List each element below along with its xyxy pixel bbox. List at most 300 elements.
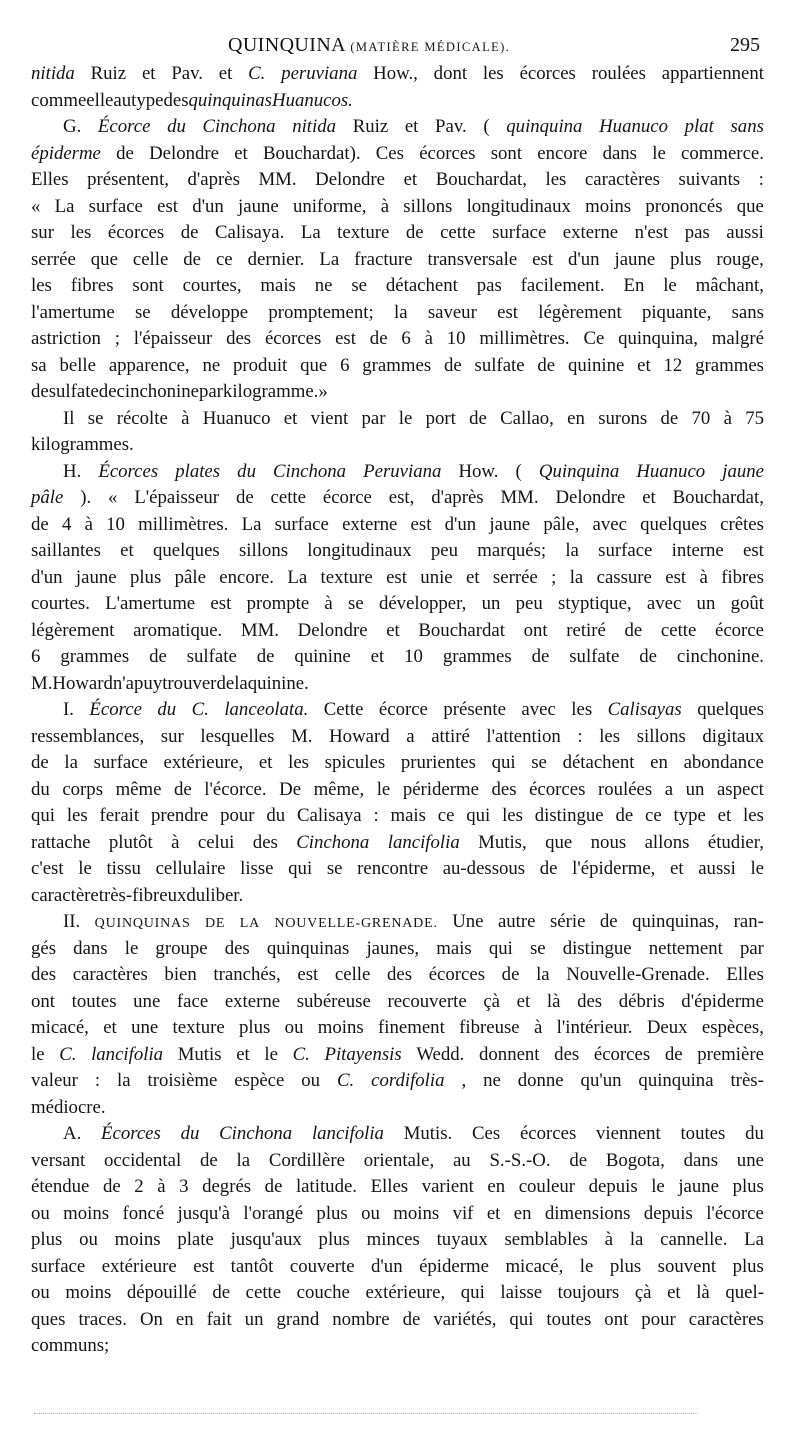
word: dépouillé — [126, 1282, 197, 1303]
word: sulfate — [569, 646, 620, 667]
word: pu — [134, 672, 153, 694]
word: à — [324, 593, 333, 614]
text-line — [31, 485, 764, 512]
word: et — [141, 63, 156, 84]
word: de — [599, 911, 618, 932]
word: L'amertume — [105, 593, 196, 614]
word: communs — [31, 1335, 105, 1356]
word: plus — [316, 1202, 348, 1224]
word: la — [565, 540, 579, 561]
word: produit — [233, 354, 288, 376]
word: et — [283, 407, 298, 429]
word: La — [54, 195, 75, 217]
word: et — [218, 63, 233, 84]
word: Mutis — [177, 1043, 222, 1065]
word: apparence, — [108, 354, 190, 376]
word: plus — [732, 1176, 764, 1197]
word: peruviana — [281, 63, 358, 84]
word: mais — [260, 275, 296, 296]
word: est — [193, 1255, 215, 1277]
word: et — [120, 540, 134, 561]
text-line — [31, 432, 764, 459]
text-line — [31, 300, 764, 327]
word: à — [181, 407, 190, 429]
text-line — [31, 1095, 764, 1122]
word: écorces — [593, 1043, 651, 1065]
text-line — [31, 1148, 764, 1175]
word: est, — [388, 487, 415, 508]
word: longitudinaux — [307, 540, 412, 561]
word: extérieure — [101, 1255, 177, 1277]
word: sillons — [403, 195, 453, 217]
word: surons — [598, 407, 648, 429]
word: et — [258, 752, 273, 773]
word: plus — [318, 1229, 350, 1250]
word: Bogota, — [605, 1149, 665, 1171]
word: Écorces — [98, 460, 159, 482]
word: La — [287, 566, 308, 588]
word: Peruviana — [363, 460, 442, 482]
word: débris — [618, 990, 665, 1012]
word: viennent — [596, 1123, 661, 1144]
word: d'épiderme — [681, 990, 764, 1012]
word: le — [31, 1043, 45, 1065]
word: des — [226, 328, 252, 349]
word: traces. — [78, 1308, 127, 1330]
word: minces — [366, 1229, 420, 1250]
word: pas — [684, 222, 710, 243]
word: Bouchardat, — [435, 169, 527, 190]
word: roulées — [597, 778, 653, 800]
word: surface — [598, 540, 653, 561]
word: étudier, — [707, 831, 764, 853]
running-title — [228, 34, 510, 57]
word: fait — [206, 1308, 232, 1330]
word: ran- — [733, 911, 764, 932]
word: NOUVELLE-GRENADE. — [274, 916, 438, 931]
word: la — [117, 1070, 131, 1091]
word: donnent — [479, 1043, 540, 1065]
word: astriction — [31, 328, 101, 349]
word: de — [183, 248, 201, 270]
word: : — [577, 725, 583, 747]
word: toutes — [71, 990, 117, 1012]
word: le — [652, 142, 666, 164]
word: de — [664, 1043, 683, 1065]
word: Une — [452, 911, 484, 932]
word: du — [186, 884, 206, 906]
word: Ces — [375, 142, 404, 164]
word: styptique, — [558, 593, 632, 614]
word: Pav. — [435, 116, 467, 137]
word: 6 — [31, 646, 41, 667]
text-line — [31, 247, 764, 274]
word: Bouchardat, — [672, 487, 764, 508]
word: nitida — [292, 116, 337, 137]
word: comme — [31, 89, 87, 111]
word: distingue — [534, 805, 604, 826]
word: tissu — [106, 858, 141, 879]
word: écorces — [419, 142, 476, 164]
word: est — [665, 566, 687, 588]
word: autre — [497, 911, 536, 932]
word: Cordillère — [268, 1149, 345, 1171]
word: cinchonine — [116, 381, 199, 402]
word: une — [131, 1017, 159, 1038]
word: 6 — [340, 354, 350, 376]
word: On — [139, 1308, 163, 1330]
word: encore. — [219, 566, 275, 588]
word: celle — [334, 964, 371, 985]
word: en — [175, 1308, 194, 1330]
word: Delondre — [297, 619, 368, 641]
text-line — [31, 194, 764, 221]
word: et — [486, 1202, 501, 1224]
word: présente — [443, 699, 506, 720]
word: avec — [521, 699, 556, 720]
word: 10 — [106, 513, 125, 535]
word: externe — [342, 513, 398, 535]
word: Calisayas — [607, 699, 682, 720]
word: les — [482, 63, 504, 84]
word: grammes — [695, 354, 764, 376]
word: par — [739, 937, 764, 959]
word: Bouchardat — [418, 619, 505, 641]
word: et — [234, 142, 248, 164]
word: depuis — [588, 1176, 638, 1197]
word: le — [124, 937, 139, 959]
word: ou — [31, 1282, 50, 1303]
word: lisse — [240, 858, 274, 879]
word: belle — [59, 354, 96, 376]
word: très-fibreux — [98, 884, 187, 906]
word: même, — [313, 778, 365, 800]
word: type — [673, 805, 706, 826]
word: 6 — [401, 328, 411, 349]
word: récolte — [116, 407, 168, 429]
word: Cinchona — [202, 116, 276, 137]
word: sur — [160, 725, 184, 747]
word: facilement. — [520, 275, 605, 296]
word: micacé, — [31, 1017, 89, 1038]
word: le — [663, 275, 677, 296]
word: épiderme — [31, 142, 101, 164]
word: interne — [671, 540, 724, 561]
word: de — [501, 964, 520, 985]
word: Pav. — [171, 63, 203, 84]
word: quinquina — [506, 116, 583, 137]
word: de — [31, 752, 49, 773]
word: caractère — [31, 884, 99, 906]
word: est — [297, 964, 319, 985]
word: de — [569, 1149, 588, 1171]
word: à — [723, 407, 732, 429]
word: MM. — [258, 169, 297, 190]
word: ferait — [99, 805, 140, 826]
word: de — [102, 1176, 121, 1197]
word: de — [639, 646, 657, 667]
running-title-main: QUINQUINA — [228, 34, 345, 56]
word: fibreuse — [459, 1017, 520, 1038]
word: se — [529, 937, 546, 959]
word: jaune — [238, 195, 279, 217]
text-line — [31, 1227, 764, 1254]
word: de — [531, 646, 550, 667]
word: grand — [276, 1308, 320, 1330]
word: de — [615, 805, 634, 826]
word: moins — [585, 195, 632, 217]
word: texture — [337, 222, 390, 243]
word: ont — [523, 619, 548, 641]
word: C. — [59, 1043, 77, 1065]
text-line — [31, 512, 764, 539]
word: là — [696, 1282, 710, 1303]
word: se — [348, 593, 364, 614]
word: jusqu'à — [177, 1202, 230, 1224]
word: S.-S.-O. — [489, 1149, 551, 1171]
word: quelques — [152, 540, 220, 561]
word: en — [567, 407, 585, 429]
word: distingue — [562, 937, 632, 959]
word: lancifolia — [387, 831, 460, 853]
word: et — [642, 487, 656, 508]
word: c'est — [31, 858, 64, 879]
word: les — [70, 222, 92, 243]
word: çà — [634, 1282, 652, 1303]
word: ce — [645, 805, 662, 826]
word: cette — [245, 1282, 282, 1303]
word: surface — [88, 195, 143, 217]
text-line — [31, 88, 764, 115]
word: varient — [421, 1176, 474, 1197]
word: LA — [239, 916, 260, 931]
word: C. — [191, 699, 209, 720]
word: sa — [31, 354, 47, 376]
word: Ces — [472, 1123, 501, 1144]
word: de — [405, 222, 424, 243]
word: digitaux — [702, 725, 764, 747]
word: DE — [205, 916, 226, 931]
word: plus — [670, 248, 702, 270]
text-line — [31, 1254, 764, 1281]
text-line — [31, 591, 764, 618]
word: cette — [660, 619, 697, 641]
word: très- — [730, 1070, 764, 1091]
word: jusqu'aux — [230, 1229, 302, 1250]
text-line — [31, 167, 764, 194]
body-text — [31, 61, 764, 1360]
word: dans — [73, 937, 108, 959]
word: liber. — [205, 884, 244, 906]
word: 2 — [134, 1176, 144, 1197]
page-number: 295 — [730, 34, 760, 56]
word: versant — [31, 1149, 86, 1171]
word: de — [212, 1282, 231, 1303]
text-line — [31, 856, 764, 883]
text-line — [31, 1201, 764, 1228]
word: y — [152, 672, 163, 694]
word: de — [31, 381, 49, 402]
text-line — [31, 1015, 764, 1042]
word: 70 — [691, 407, 711, 429]
word: à — [380, 195, 390, 217]
word: Howard — [52, 672, 113, 694]
word: a — [406, 725, 415, 747]
word: l'amertume — [31, 301, 115, 323]
word: une — [736, 1149, 764, 1171]
word: spicules — [324, 752, 386, 773]
word: à — [171, 831, 180, 853]
word: Cette — [323, 699, 364, 720]
word: port — [425, 407, 456, 429]
word: la — [569, 566, 584, 588]
word: des — [387, 964, 413, 985]
word: Elles — [31, 169, 69, 190]
word: Il — [63, 407, 75, 429]
word: Nouvelle-Grenade. — [566, 964, 710, 985]
word: Cinchona — [273, 460, 347, 482]
text-line — [31, 724, 764, 751]
word: peu — [515, 593, 543, 614]
word: degrés — [202, 1176, 252, 1197]
word: transversale — [427, 248, 518, 270]
word: Huanucos. — [272, 89, 353, 111]
word: dont — [433, 63, 468, 84]
word: kilogrammes. — [31, 434, 134, 455]
word: et — [466, 566, 480, 588]
word: I. — [63, 699, 74, 720]
word: vif — [452, 1202, 474, 1224]
word: sont — [132, 275, 164, 296]
text-line — [31, 1068, 764, 1095]
word: un — [481, 593, 501, 614]
word: cette — [440, 222, 476, 243]
word: le — [78, 858, 92, 879]
word: lanceolata. — [224, 699, 309, 720]
word: jaune — [614, 248, 656, 270]
word: peu — [430, 540, 458, 561]
word: développer, — [378, 593, 467, 614]
word: çà — [483, 990, 501, 1012]
word: M. — [31, 672, 53, 694]
word: uniforme, — [292, 195, 367, 217]
word: Cinchona — [296, 831, 370, 853]
word: d'un — [371, 1255, 403, 1277]
word: surface — [492, 222, 547, 243]
word: mais — [390, 805, 426, 826]
word: Bouchardat). — [263, 142, 361, 164]
word: cette — [270, 487, 306, 508]
word: aussi — [698, 858, 736, 879]
text-line — [31, 750, 764, 777]
word: tantôt — [230, 1255, 274, 1277]
word: couche — [296, 1282, 350, 1303]
word: à — [84, 513, 93, 535]
word: saveur — [427, 301, 477, 323]
word: prompte — [246, 593, 310, 614]
word: commerce. — [681, 142, 764, 164]
word: lesquelles — [200, 725, 275, 747]
word: Quinquina — [538, 460, 620, 482]
word: « — [31, 195, 41, 217]
word: plat — [684, 116, 714, 137]
word: texture — [172, 1017, 225, 1038]
word: est — [335, 328, 356, 349]
word: moins — [114, 1229, 161, 1250]
word: sont — [490, 142, 523, 164]
word: que — [300, 354, 328, 376]
word: est — [743, 540, 764, 561]
word: ne — [202, 354, 221, 376]
word: La — [744, 1229, 764, 1250]
word: le — [398, 407, 413, 429]
word: série — [549, 911, 586, 932]
word: à — [424, 328, 433, 349]
word: groupe — [155, 937, 208, 959]
word: semblables — [504, 1229, 588, 1250]
word: légèrement — [31, 619, 115, 641]
word: mâchant, — [695, 275, 764, 296]
word: espèces, — [701, 1017, 764, 1038]
text-line — [31, 644, 764, 671]
word: ce — [437, 805, 455, 826]
word: grammes — [442, 646, 512, 667]
word: prendre — [150, 805, 209, 826]
word: ; — [551, 566, 557, 588]
word: de — [199, 1149, 218, 1171]
word: cannelle. — [660, 1229, 728, 1250]
word: prurientes — [400, 752, 476, 773]
word: face — [176, 990, 209, 1012]
word: mais — [436, 937, 472, 959]
word: même — [115, 778, 162, 800]
word: est — [532, 248, 554, 270]
word: longitudinaux — [466, 195, 571, 217]
word: n'a — [112, 672, 135, 694]
word: ont — [31, 990, 55, 1012]
word: valeur — [31, 1070, 78, 1091]
word: ( — [483, 116, 490, 137]
word: détachent — [385, 275, 458, 296]
word: est — [157, 195, 178, 217]
word: se — [87, 407, 104, 429]
word: première — [697, 1043, 764, 1065]
word: plus — [609, 1255, 642, 1277]
word: nettement — [648, 937, 723, 959]
word: de — [264, 1176, 283, 1197]
word: d'un — [567, 248, 600, 270]
word: Écorce — [97, 116, 151, 137]
word: en — [487, 1176, 506, 1197]
word: Delondre — [149, 142, 219, 164]
word: pâle — [31, 487, 64, 508]
word: qui — [488, 937, 513, 959]
word: depuis — [643, 1202, 693, 1224]
word: type — [131, 89, 164, 111]
word: piquante, — [641, 301, 712, 323]
word: une — [133, 990, 161, 1012]
word: bien — [164, 964, 197, 985]
word: la — [393, 301, 408, 323]
word: finement — [378, 1017, 445, 1038]
word: écorces — [107, 222, 165, 243]
word: : — [758, 169, 764, 190]
word: sans — [731, 301, 764, 323]
word: plate — [177, 1229, 214, 1250]
word: présentent, — [87, 169, 169, 190]
text-line — [31, 830, 764, 857]
word: moins — [317, 1017, 364, 1038]
